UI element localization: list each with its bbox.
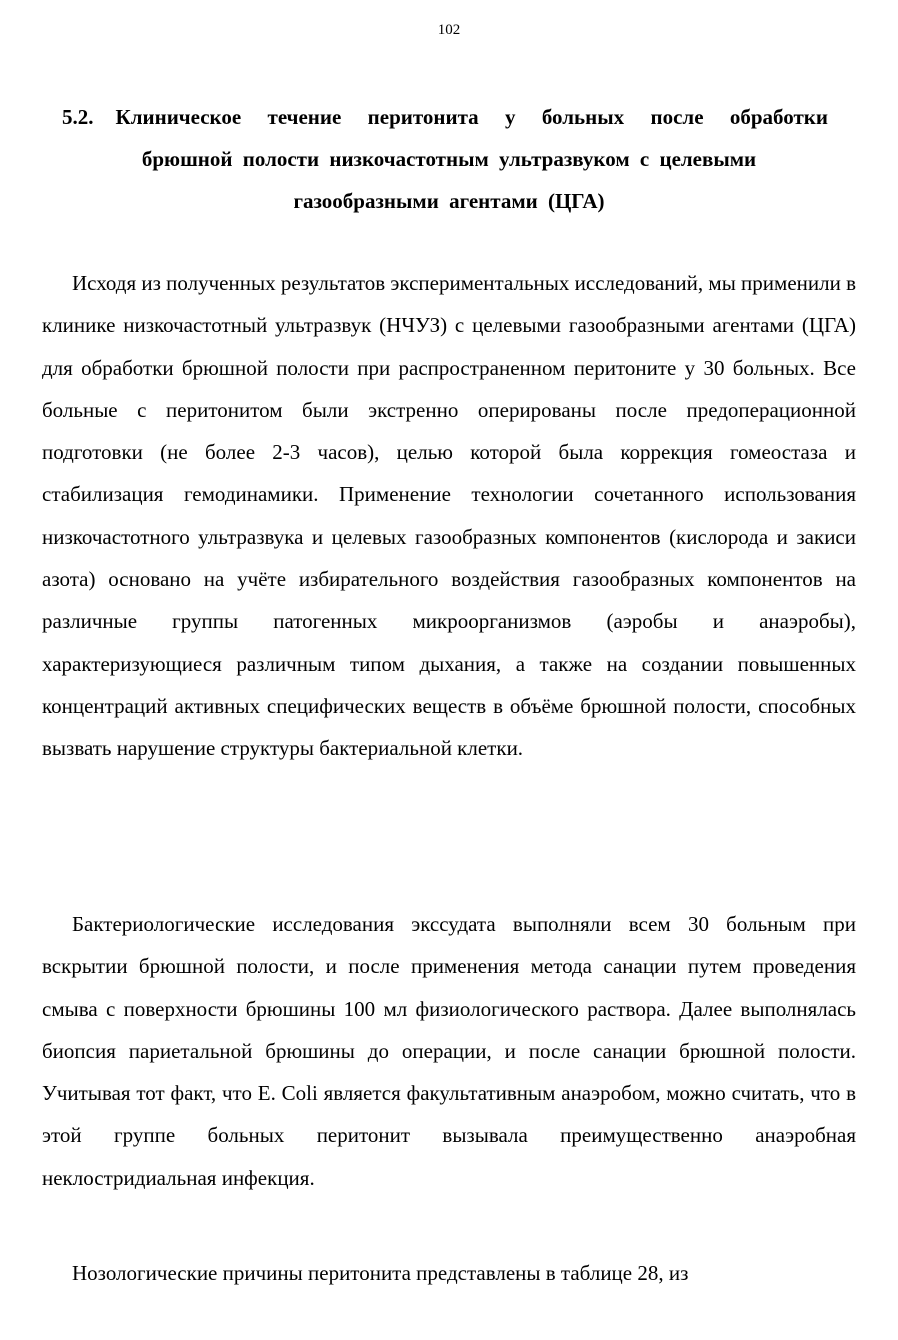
body-paragraph: Бактериологические исследования экссудата выполняли всем 30 больным при вскрытии брюшной полости, и после применения метода санации путем проведения смыва с поверхности брюшины 100 мл физиологического раствора. Далее выполнялась биопсия париетальной брюшины до операции, и после санации брюшной полости. Учитывая тот факт, что E. Coli является факультативным анаэробом, можно считать, что в этой группе больных перитонит вызывала преимущественно анаэробная неклостридиальная инфекция.: [42, 912, 856, 1190]
section-number: 5.2.: [62, 105, 94, 129]
section-title-line-3: газообразными агентами (ЦГА): [293, 189, 605, 213]
body-paragraph: Нозологические причины перитонита представлены в таблице 28, из: [72, 1261, 689, 1285]
section-title-line-1: Клиническое течение перитонита у больных после обработки: [115, 105, 828, 129]
section-heading-line-1: [40, 96, 858, 138]
section-heading: [40, 96, 858, 222]
section-title-line-2: брюшной полости низкочастотным ультразвуком с целевыми: [141, 147, 757, 171]
page-number: 102: [437, 22, 461, 38]
body-paragraph: Исходя из полученных результатов экспериментальных исследований, мы применили в клинике низкочастотный ультразвук (НЧУЗ) с целевыми газообразными агентами (ЦГА) для обработки брюшной полости при распространенном перитоните у 30 больных. Все больные с перитонитом были экстренно оперированы после предоперационной подготовки (не более 2-3 часов), целью которой была коррекция гомеостаза и стабилизация гемодинамики. Применение технологии сочетанного использования низкочастотного ультразвука и целевых газообразных компонентов (кислорода и закиси азота) основано на учёте избирательного воздействия газообразных компонентов на различные группы патогенных микроорганизмов (аэробы и анаэробы), характеризующиеся различным типом дыхания, а также на создании повышенных концентраций активных специфических веществ в объёме брюшной полости, способных вызвать нарушение структуры бактериальной клетки.: [42, 271, 856, 761]
